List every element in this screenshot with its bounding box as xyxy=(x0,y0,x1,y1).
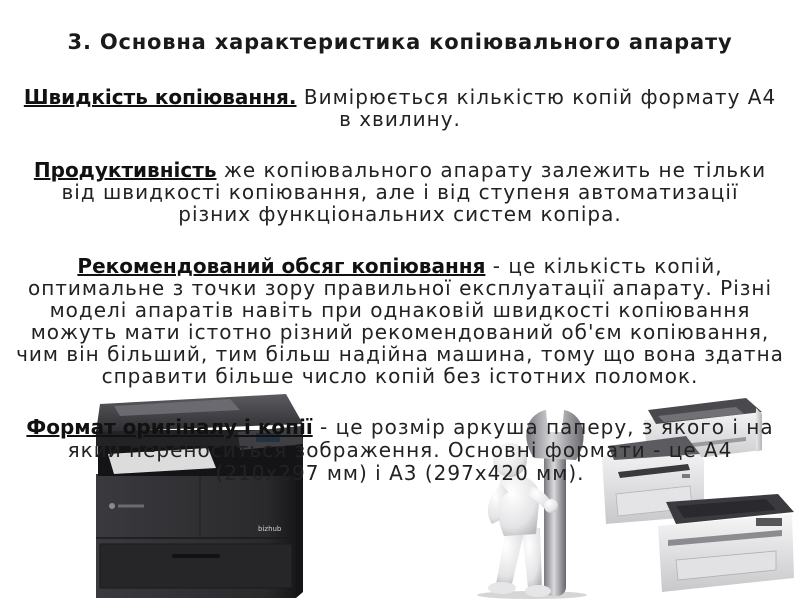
paragraph-paper-format xyxy=(15,416,785,485)
copier-drawer-handle xyxy=(172,554,220,558)
paragraph-copy-speed xyxy=(15,86,785,130)
paragraph-productivity xyxy=(15,159,785,225)
definition-productivity: же копіювального апарату залежить не тільки від швидкості копіювання, але і від ступеня автоматизації різних функціональних систем копіра. xyxy=(61,158,767,226)
figure-left-foot xyxy=(488,582,516,594)
definition-recommended-volume: - це кількість копій, оптимальне з точки зору правильної експлуатації апарату. Різні моделі апаратів навіть при однаковій швидкості копіювання можуть мати істотно різний рекомендований об'єм копіювання, чим він більший, тим більш надійна машина, тому що вона здатна справити більше число копій без істотних поломок. xyxy=(16,254,784,388)
figure-hand xyxy=(544,499,558,513)
copier-brand-label: bizhub xyxy=(258,525,282,533)
figure-right-leg xyxy=(522,528,542,588)
paragraph-recommended-volume xyxy=(15,255,785,387)
definition-paper-format: - це розмір аркуша паперу, з якого і на який переноситься зображення. Основні формати - це А4 (210x297 мм) і А3 (297x420 мм). xyxy=(67,415,774,485)
term-copy-speed: Швидкість копіювання. xyxy=(23,85,297,109)
copier-paper-drawer xyxy=(100,544,292,588)
term-recommended-volume: Рекомендований обсяг копіювання xyxy=(77,254,486,278)
term-paper-format: Формат оригіналу і копії xyxy=(26,415,313,439)
figure-right-foot xyxy=(525,585,551,597)
slide-title: 3. Основна характеристика копіювального апарату xyxy=(67,30,733,54)
figure-left-leg xyxy=(496,530,524,584)
mfp-control-panel xyxy=(756,518,782,526)
term-productivity: Продуктивність xyxy=(33,158,217,182)
copier-logo-mark xyxy=(109,503,115,509)
definition-copy-speed: Вимірюється кількістю копій формату А4 в хвилину. xyxy=(296,85,777,131)
copier-logo-bar xyxy=(118,505,144,508)
multifunction-printer-illustration xyxy=(658,494,794,592)
